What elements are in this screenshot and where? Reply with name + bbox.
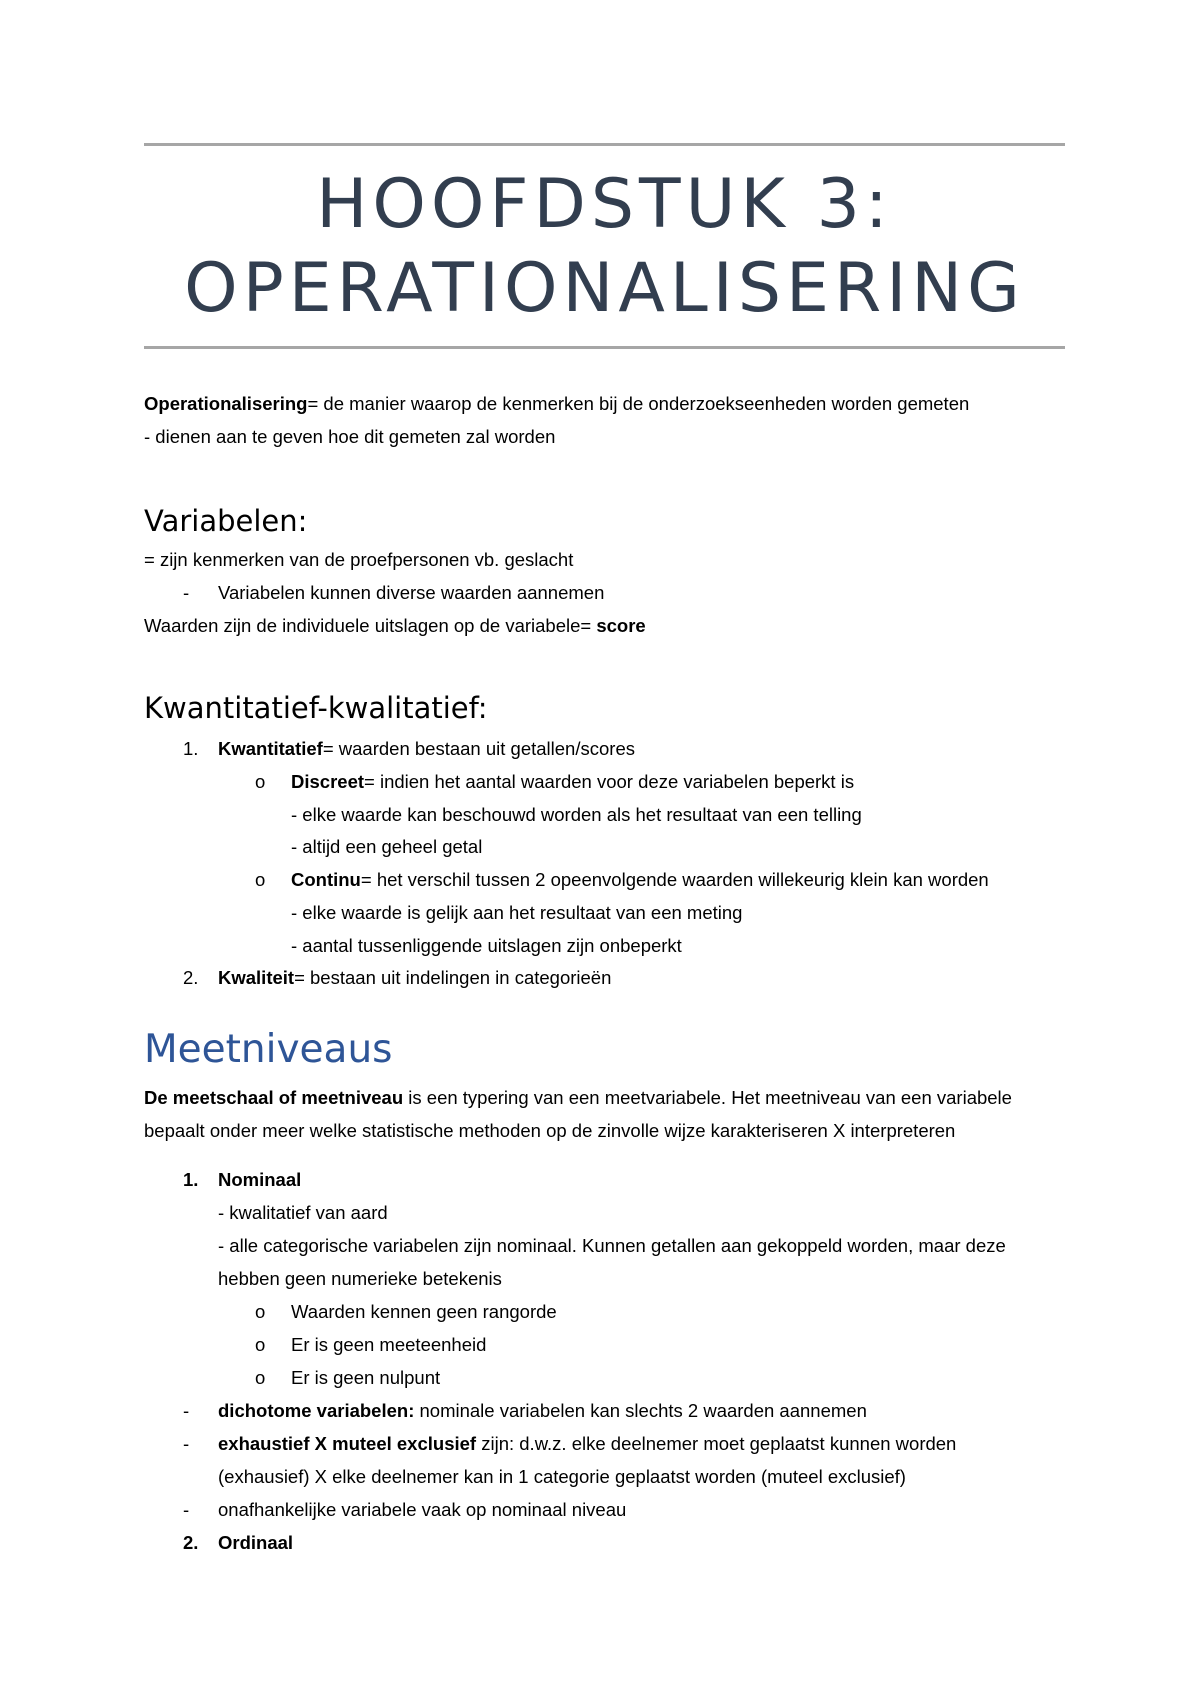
variabelen-bullet: Variabelen kunnen diverse waarden aannemen <box>218 582 605 603</box>
kwant-item1-number: 1. <box>183 738 199 759</box>
ordinaal-number: 2. <box>183 1532 199 1553</box>
continu-bullet: o <box>255 869 266 890</box>
nominaal-sub-item: Waarden kennen geen rangorde <box>291 1301 557 1322</box>
nominaal-title: Nominaal <box>218 1169 302 1190</box>
title-line-2: OPERATIONALISERING <box>184 249 1025 328</box>
dash-bullet: - <box>183 1433 190 1454</box>
nominaal-line1: - kwalitatief van aard <box>218 1202 388 1223</box>
dichotome-item: dichotome variabelen: nominale variabelen kan slechts 2 waarden aannemen <box>218 1400 867 1421</box>
kwant-item2-number: 2. <box>183 967 199 988</box>
nominaal-sub-item: Er is geen nulpunt <box>291 1367 441 1388</box>
nominaal-line3: hebben geen numerieke betekenis <box>218 1268 502 1289</box>
variabelen-bullet-dash: - <box>183 582 190 603</box>
nominaal-sub-bullet: o <box>255 1301 266 1322</box>
nominaal-number: 1. <box>183 1169 199 1190</box>
meet-paragraph-line1: De meetschaal of meetniveau is een typering van een meetvariabele. Het meetniveau van een variabele <box>144 1087 1012 1108</box>
intro-note: - dienen aan te geven hoe dit gemeten zal worden <box>144 426 556 447</box>
kwant-heading: Kwantitatief-kwalitatief: <box>144 691 488 725</box>
title-bottom-rule <box>144 346 1065 349</box>
exhaustief-item: exhaustief X muteel exclusief zijn: d.w.z. elke deelnemer moet geplaatst kunnen worden <box>218 1433 957 1454</box>
continu-line2: - elke waarde is gelijk aan het resultaat van een meting <box>291 902 743 923</box>
nominaal-sub-bullet: o <box>255 1367 266 1388</box>
nominaal-sub-item: Er is geen meeteenheid <box>291 1334 487 1355</box>
onafhankelijke-item: onafhankelijke variabele vaak op nominaal niveau <box>218 1499 627 1520</box>
continu-definition: Continu= het verschil tussen 2 opeenvolgende waarden willekeurig klein kan worden <box>291 869 989 890</box>
discreet-line3: - altijd een geheel getal <box>291 836 483 857</box>
discreet-line2: - elke waarde kan beschouwd worden als het resultaat van een telling <box>291 804 862 825</box>
kwant-item1: Kwantitatief= waarden bestaan uit getallen/scores <box>218 738 635 759</box>
intro-term: Operationalisering <box>144 393 308 414</box>
dash-bullet: - <box>183 1499 190 1520</box>
discreet-definition: Discreet= indien het aantal waarden voor deze variabelen beperkt is <box>291 771 855 792</box>
variabelen-definition: = zijn kenmerken van de proefpersonen vb. geslacht <box>144 549 574 570</box>
nominaal-line2: - alle categorische variabelen zijn nominaal. Kunnen getallen aan gekoppeld worden, maar deze <box>218 1235 1006 1256</box>
continu-line3: - aantal tussenliggende uitslagen zijn onbeperkt <box>291 935 682 956</box>
discreet-bullet: o <box>255 771 266 792</box>
title-top-rule <box>144 143 1065 146</box>
exhaustief-line2: (exhausief) X elke deelnemer kan in 1 categorie geplaatst worden (muteel exclusief) <box>218 1466 906 1487</box>
ordinaal-title: Ordinaal <box>218 1532 294 1553</box>
kwant-item2: Kwaliteit= bestaan uit indelingen in categorieën <box>218 967 612 988</box>
variabelen-heading: Variabelen: <box>144 504 308 538</box>
variabelen-waarden: Waarden zijn de individuele uitslagen op de variabele= score <box>144 615 646 636</box>
meetniveaus-heading: Meetniveaus <box>144 1027 393 1072</box>
dash-bullet: - <box>183 1400 190 1421</box>
title-line-1: HOOFDSTUK 3: <box>316 165 893 244</box>
intro-definition: Operationalisering= de manier waarop de kenmerken bij de onderzoekseenheden worden gemeten <box>144 393 970 414</box>
nominaal-sub-bullet: o <box>255 1334 266 1355</box>
meet-paragraph-line2: bepaalt onder meer welke statistische methoden op de zinvolle wijze karakteriseren X interpreteren <box>144 1120 956 1141</box>
page-title <box>144 163 1065 331</box>
